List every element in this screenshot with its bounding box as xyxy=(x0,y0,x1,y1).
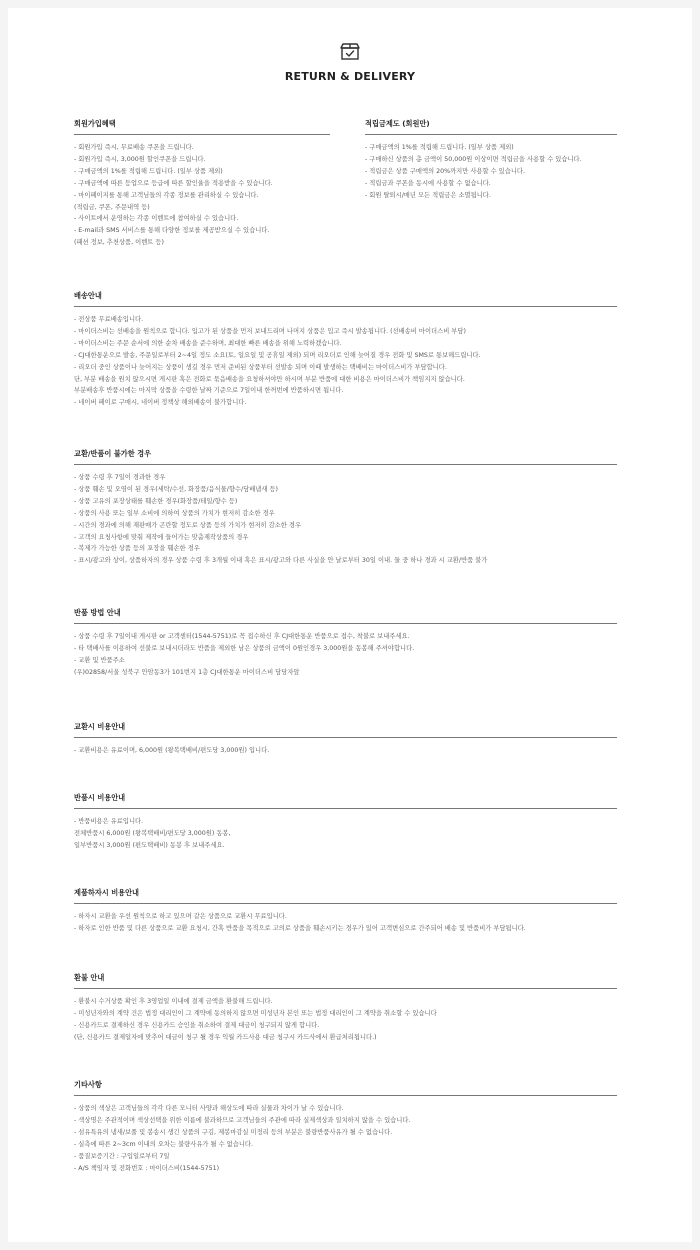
section-lines xyxy=(74,816,617,852)
section-title: 기타사항 xyxy=(74,1080,102,1089)
list-item: (우)02858/서울 성북구 안암동3가 101번지 1층 CJ대한통운 마이더스비 담당자앞 xyxy=(74,668,300,676)
list-item: - 상품 고유의 포장상태를 훼손한 경우(화장품/테일/향수 등) xyxy=(74,497,238,505)
list-item: - 실측에 따른 2~3cm 이내의 오차는 불량사유가 될 수 없습니다. xyxy=(74,1140,253,1148)
section-points-policy xyxy=(365,118,617,202)
section-divider xyxy=(74,134,330,135)
list-item: (적립금, 쿠폰, 주문내역 등) xyxy=(74,203,150,211)
list-item: - 회원 탈퇴시/매년 모든 적립금은 소멸됩니다. xyxy=(365,191,491,199)
section-divider xyxy=(74,306,617,307)
section-title: 교환/반품이 불가한 경우 xyxy=(74,449,152,458)
section-others xyxy=(74,1079,617,1174)
section-refund xyxy=(74,972,617,1044)
list-item: - 타 택배사를 이용하여 선불로 보내시더라도 반품을 제외한 남은 상품의 금액이 0원인경우 3,000원을 동봉해 주셔야합니다. xyxy=(74,644,415,652)
section-lines xyxy=(74,314,617,409)
section-return-cost xyxy=(74,792,617,852)
section-lines xyxy=(74,142,330,249)
section-lines xyxy=(74,996,617,1044)
section-title: 반품 방법 안내 xyxy=(74,608,121,617)
package-box-icon xyxy=(339,40,361,62)
list-item: (패션 정보, 추천상품, 이벤트 등) xyxy=(74,239,164,247)
list-item: - 구매금액의 1%를 적립해 드립니다. (일부 상품 제외) xyxy=(74,167,223,175)
list-item: - 섬유특유의 냄새/보풀 및 봉송시 생긴 상품의 구김, 제봉마감실 미정리 등의 부분은 불량반품사유가 될 수 없습니다. xyxy=(74,1128,393,1136)
section-title: 교환시 비용안내 xyxy=(74,722,126,731)
page-title: RETURN & DELIVERY xyxy=(284,70,416,83)
list-item: - 리오더 중인 상품이나 늦어지는 상품이 생길 경우 먼저 준비된 상품부터 선발송 되며 이때 발생하는 택배비는 마이더스비가 부담합니다. xyxy=(74,363,447,371)
list-item: 일부반품시 3,000원 (편도택배비) 동봉 후 보내주세요. xyxy=(74,841,225,849)
section-lines xyxy=(365,142,617,202)
list-item: - 하자로 인한 반품 및 다른 상품으로 교환 요청시, 간혹 반품을 목적으로 고의로 상품을 훼손시키는 경우가 있어 고객변심으로 간주되어 배송 및 반품비가 부담됩니다. xyxy=(74,924,526,932)
section-return-method xyxy=(74,607,617,679)
section-delivery xyxy=(74,290,617,409)
list-item: - 하자시 교환을 우선 원칙으로 하고 있으며 같은 상품으로 교환시 무료입니다. xyxy=(74,913,287,920)
list-item: - 마이페이지를 통해 고객님들의 각종 정보를 관리하실 수 있습니다. xyxy=(74,191,259,199)
section-divider xyxy=(74,1095,617,1096)
list-item: 전체반품시 6,000원 (왕복택배비/편도당 3,000원) 동봉, xyxy=(74,829,231,837)
list-item: - 회원가입 즉시, 무료배송 쿠폰을 드립니다. xyxy=(74,144,194,151)
list-item: - 전상품 무료배송입니다. xyxy=(74,316,144,323)
list-item: - 네이버 페이로 구매시, 네이버 정책상 해외배송이 불가합니다. xyxy=(74,399,247,407)
list-item: - 구매하신 상품의 총 금액이 50,000원 이상이면 적립금을 사용할 수 있습니다. xyxy=(365,155,582,163)
list-item: - 복제가 가능한 상품 등의 포장을 훼손한 경우 xyxy=(74,545,200,553)
section-divider xyxy=(74,808,617,809)
section-title: 환불 안내 xyxy=(74,973,105,982)
section-defect-cost xyxy=(74,887,617,935)
section-divider xyxy=(74,623,617,624)
return-delivery-page xyxy=(8,8,692,1242)
list-item: - CJ대한통운으로 발송, 주문일로부터 2~4일 정도 소요(토, 일요일 및 공휴일 제외) 되며 리오더로 인해 늦어질 경우 전화 및 SMS로 통보해드립니다. xyxy=(74,351,481,359)
section-title: 반품시 비용안내 xyxy=(74,793,126,802)
list-item: - 교환비용은 유료이며, 6,000원 (왕복택배비/편도당 3,000원) 입니다. xyxy=(74,747,270,754)
list-item: - 적립금은 상품 구매액의 20%까지만 사용할 수 있습니다. xyxy=(365,167,526,175)
list-item: - 고객의 요청사항에 맞춰 제작에 들어가는 맞춤제작상품의 경우 xyxy=(74,533,249,541)
list-item: - 교환 및 반품주소 xyxy=(74,656,125,664)
section-lines xyxy=(74,745,617,757)
section-divider xyxy=(74,903,617,904)
list-item: (단, 신용카드 결제일자에 맞추어 대금이 청구 될 경우 익월 카드사용 대금 청구시 카드사에서 환급처리됩니다.) xyxy=(74,1033,377,1041)
section-title: 배송안내 xyxy=(74,291,102,300)
list-item: - 상품 수령 후 7일이내 게시판 or 고객센터(1544-5751)로 꼭 접수하신 후 CJ대한통운 반품으로 접수, 착불로 보내주세요. xyxy=(74,633,410,640)
list-item: - 구매금액의 1%를 적립해 드립니다. (일부 상품 제외) xyxy=(365,144,514,151)
section-lines xyxy=(74,631,617,679)
section-title: 회원가입혜택 xyxy=(74,119,116,128)
list-item: - 반품비용은 유료입니다. xyxy=(74,818,144,825)
list-item: - 품질보증기간 : 구입일로부터 7일 xyxy=(74,1152,170,1160)
section-divider xyxy=(365,134,617,135)
section-no-exchange xyxy=(74,448,617,567)
section-lines xyxy=(74,472,617,567)
section-title: 적립금제도 (회원만) xyxy=(365,119,430,128)
list-item: - E-mail과 SMS 서비스를 통해 다양한 정보를 제공받으실 수 있습니다. xyxy=(74,227,270,235)
list-item: 단, 부분 배송을 원치 않으시면 게시판 혹은 전화로 묶음배송을 요청하셔야만 하시며 부분 반품에 대한 비용은 마이더스비가 책임지지 않습니다. xyxy=(74,375,465,383)
list-item: - 상품의 색상은 고객님들의 각각 다른 모니터 사양과 해상도에 따라 실물과 차이가 날 수 있습니다. xyxy=(74,1105,344,1112)
section-divider xyxy=(74,988,617,989)
list-item: - 환불시 수거상품 확인 후 3영업일 이내에 결제 금액을 환불해 드립니다. xyxy=(74,998,273,1005)
list-item: 부분배송후 반품시에는 마지막 상품을 수령한 날짜 기준으로 7일이내 한꺼번에 반품하시면 됩니다. xyxy=(74,387,344,395)
section-divider xyxy=(74,464,617,465)
section-title: 제품하자시 비용안내 xyxy=(74,888,139,897)
list-item: - 마이더스비는 주문 순서에 의한 순차 배송을 준수하며, 최대한 빠른 배송을 위해 노력하겠습니다. xyxy=(74,339,342,347)
list-item: - 상품의 사용 또는 일부 소비에 의하여 상품의 가치가 현저히 감소한 경우 xyxy=(74,509,275,517)
section-signup-benefits xyxy=(74,118,330,249)
list-item: - 마이더스비는 선배송을 원칙으로 합니다. 입고가 된 상품을 먼저 보내드리며 나머지 상품은 입고 즉시 발송됩니다. (선배송비 마이더스비 부담) xyxy=(74,327,466,335)
list-item: - 상품 훼손 및 오염이 된 경우(세탁/수선, 화장품/음식물/향수/담배냄새 등) xyxy=(74,485,279,493)
list-item: - A/S 책임자 및 전화번호 : 마이더스비(1544-5751) xyxy=(74,1164,220,1172)
list-item: - 미성년자와의 계약 건은 법정 대리인이 그 계약에 동의하지 않으면 미성년자 본인 또는 법정 대리인이 그 계약을 취소할 수 있습니다 xyxy=(74,1009,437,1017)
list-item: - 시간의 경과에 의해 재판매가 곤란할 정도로 상품 등의 가치가 현저히 감소한 경우 xyxy=(74,521,302,529)
list-item: - 적립금과 쿠폰을 동시에 사용할 수 없습니다. xyxy=(365,179,491,187)
list-item: - 색상명은 주관적이며 색상선택을 위한 이름에 불과하므로 고객님들의 주관에 따라 실제색상과 일치하지 않을 수 있습니다. xyxy=(74,1116,411,1124)
list-item: - 표시/광고와 상이, 상품하자의 경우 상품 수령 후 3개월 이내 혹은 표시/광고와 다른 사실을 안 날로부터 30일 이내. 둘 중 하나 경과 시 교환/반품 불가 xyxy=(74,557,488,565)
page-header xyxy=(8,40,692,83)
list-item: - 회원가입 즉시, 3,000원 할인쿠폰을 드립니다. xyxy=(74,155,206,163)
section-lines xyxy=(74,1103,617,1174)
section-exchange-cost xyxy=(74,721,617,757)
list-item: - 상품 수령 후 7일이 경과한 경우 xyxy=(74,474,166,481)
list-item: - 구매금액에 따른 등업으로 등급에 따른 할인율을 적용받을 수 있습니다. xyxy=(74,179,273,187)
section-lines xyxy=(74,911,617,935)
section-divider xyxy=(74,737,617,738)
list-item: - 사이트에서 운영하는 각종 이벤트에 참여하실 수 있습니다. xyxy=(74,215,239,223)
list-item: - 신용카드로 결제하신 경우 신용카드 승인을 취소하여 결제 대금이 청구되지 않게 합니다. xyxy=(74,1021,320,1029)
